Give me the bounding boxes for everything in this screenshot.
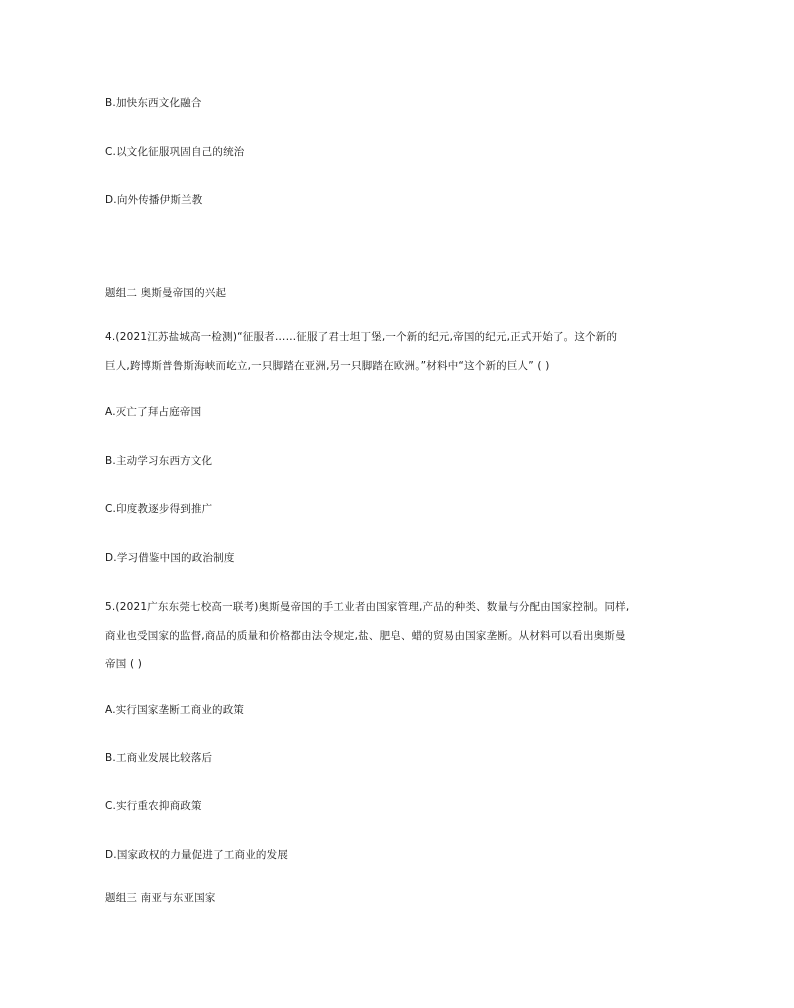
question-4-option-a: A.灭亡了拜占庭帝国 — [105, 406, 202, 418]
option-c-previous-question: C.以文化征服巩固自己的统治 — [105, 146, 245, 158]
section-heading-group-2: 题组二 奥斯曼帝国的兴起 — [105, 287, 227, 299]
question-5-option-a: A.实行国家垄断工商业的政策 — [105, 704, 245, 716]
option-d-previous-question: D.向外传播伊斯兰教 — [105, 194, 203, 206]
question-5-stem-line-1: 5.(2021广东东莞七校高一联考)奥斯曼帝国的手工业者由国家管理,产品的种类、数量与分配由国家控制。同样, — [105, 601, 630, 613]
option-b-previous-question: B.加快东西文化融合 — [105, 97, 202, 109]
question-4-stem-line-2: 巨人,跨博斯普鲁斯海峡而屹立,一只脚踏在亚洲,另一只脚踏在欧洲。”材料中“这个新的巨人” ( ) — [105, 360, 550, 372]
question-4-option-b: B.主动学习东西方文化 — [105, 455, 213, 467]
question-5-option-b: B.工商业发展比较落后 — [105, 752, 213, 764]
question-4-option-c: C.印度教逐步得到推广 — [105, 503, 213, 515]
question-4-stem-line-1: 4.(2021江苏盐城高一检测)“征服者……征服了君士坦丁堡,一个新的纪元,帝国的纪元,正式开始了。这个新的 — [105, 331, 618, 343]
question-5-option-d: D.国家政权的力量促进了工商业的发展 — [105, 849, 289, 861]
section-heading-group-3: 题组三 南亚与东亚国家 — [105, 892, 216, 904]
question-5-stem-line-2: 商业也受国家的监督,商品的质量和价格都由法令规定,盐、肥皂、蜡的贸易由国家垄断。从材料可以看出奥斯曼 — [105, 630, 626, 642]
question-4-option-d: D.学习借鉴中国的政治制度 — [105, 552, 235, 564]
question-5-stem-line-3: 帝国 ( ) — [105, 658, 143, 670]
question-5-option-c: C.实行重农抑商政策 — [105, 800, 202, 812]
